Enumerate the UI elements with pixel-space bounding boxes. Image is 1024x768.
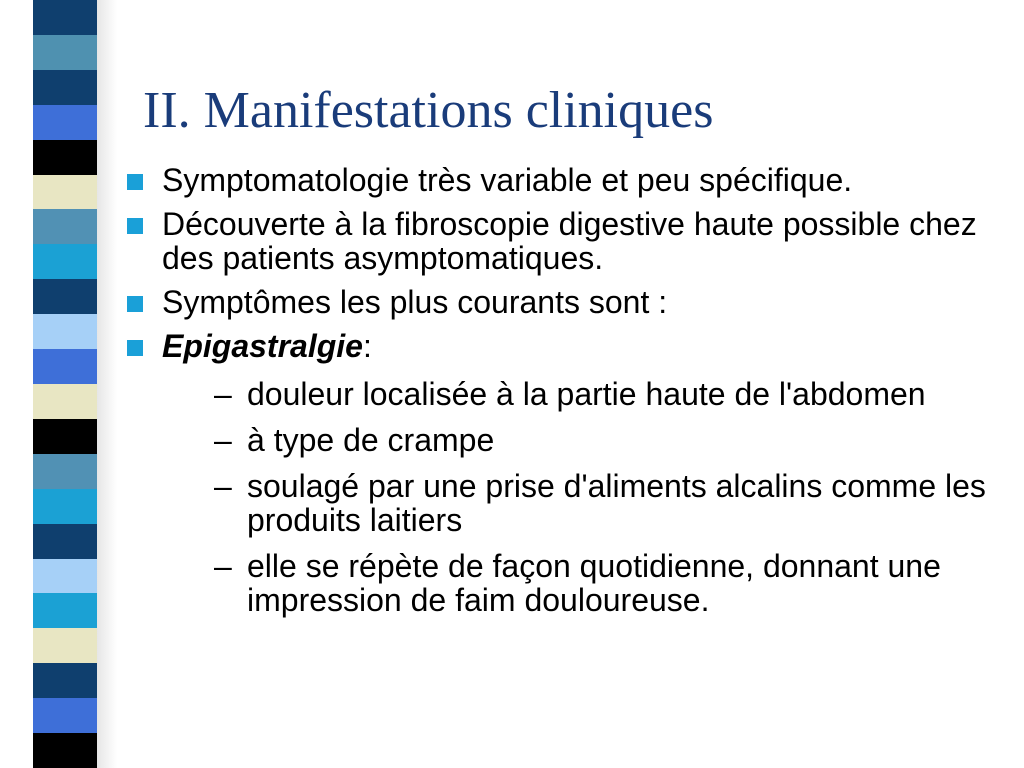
strip-block — [33, 419, 97, 454]
strip-block — [33, 209, 97, 244]
bullet-list — [124, 163, 1019, 617]
slide-content — [124, 163, 1019, 629]
strip-block — [33, 489, 97, 524]
square-bullet-icon — [127, 296, 143, 312]
bullet-text: Symptomatologie très variable et peu spécifique. — [162, 162, 853, 198]
sub-list — [214, 377, 1019, 617]
strip-block — [33, 384, 97, 419]
slide-title: II. Manifestations cliniques — [143, 82, 714, 139]
bullet-emphasis: Epigastralgie — [162, 328, 363, 364]
strip-block — [33, 454, 97, 489]
strip-block — [33, 175, 97, 210]
strip-block — [33, 0, 97, 35]
bullet-item — [124, 285, 1019, 319]
square-bullet-icon — [127, 174, 143, 190]
dash-marker: – — [214, 422, 232, 458]
strip-shadow — [97, 0, 117, 768]
sub-item-text: à type de crampe — [247, 422, 495, 458]
square-bullet-icon — [127, 218, 143, 234]
dash-marker: – — [214, 468, 232, 504]
sub-item — [214, 377, 1019, 411]
sub-item — [214, 423, 1019, 457]
strip-block — [33, 244, 97, 279]
decorative-strip — [33, 0, 97, 768]
bullet-item-epigastralgie — [124, 329, 1019, 617]
strip-block — [33, 35, 97, 70]
strip-block — [33, 140, 97, 175]
strip-block — [33, 559, 97, 594]
bullet-item — [124, 163, 1019, 197]
strip-block — [33, 349, 97, 384]
dash-marker: – — [214, 376, 232, 412]
bullet-item — [124, 207, 1019, 275]
sub-item — [214, 549, 1019, 617]
bullet-text: Découverte à la fibroscopie digestive haute possible chez des patients asymptomatiques. — [162, 206, 977, 276]
strip-block — [33, 593, 97, 628]
strip-block — [33, 628, 97, 663]
strip-block — [33, 524, 97, 559]
sub-item — [214, 469, 1019, 537]
strip-block — [33, 698, 97, 733]
strip-block — [33, 70, 97, 105]
strip-block — [33, 733, 97, 768]
strip-block — [33, 105, 97, 140]
square-bullet-icon — [127, 340, 143, 356]
strip-block — [33, 279, 97, 314]
bullet-suffix: : — [362, 328, 372, 364]
strip-block — [33, 663, 97, 698]
sub-item-text: soulagé par une prise d'aliments alcalins comme les produits laitiers — [247, 468, 986, 538]
sub-item-text: elle se répète de façon quotidienne, donnant une impression de faim douloureuse. — [247, 548, 941, 618]
bullet-text: Symptômes les plus courants sont : — [162, 284, 668, 320]
dash-marker: – — [214, 548, 232, 584]
strip-block — [33, 314, 97, 349]
sub-item-text: douleur localisée à la partie haute de l'abdomen — [247, 376, 926, 412]
